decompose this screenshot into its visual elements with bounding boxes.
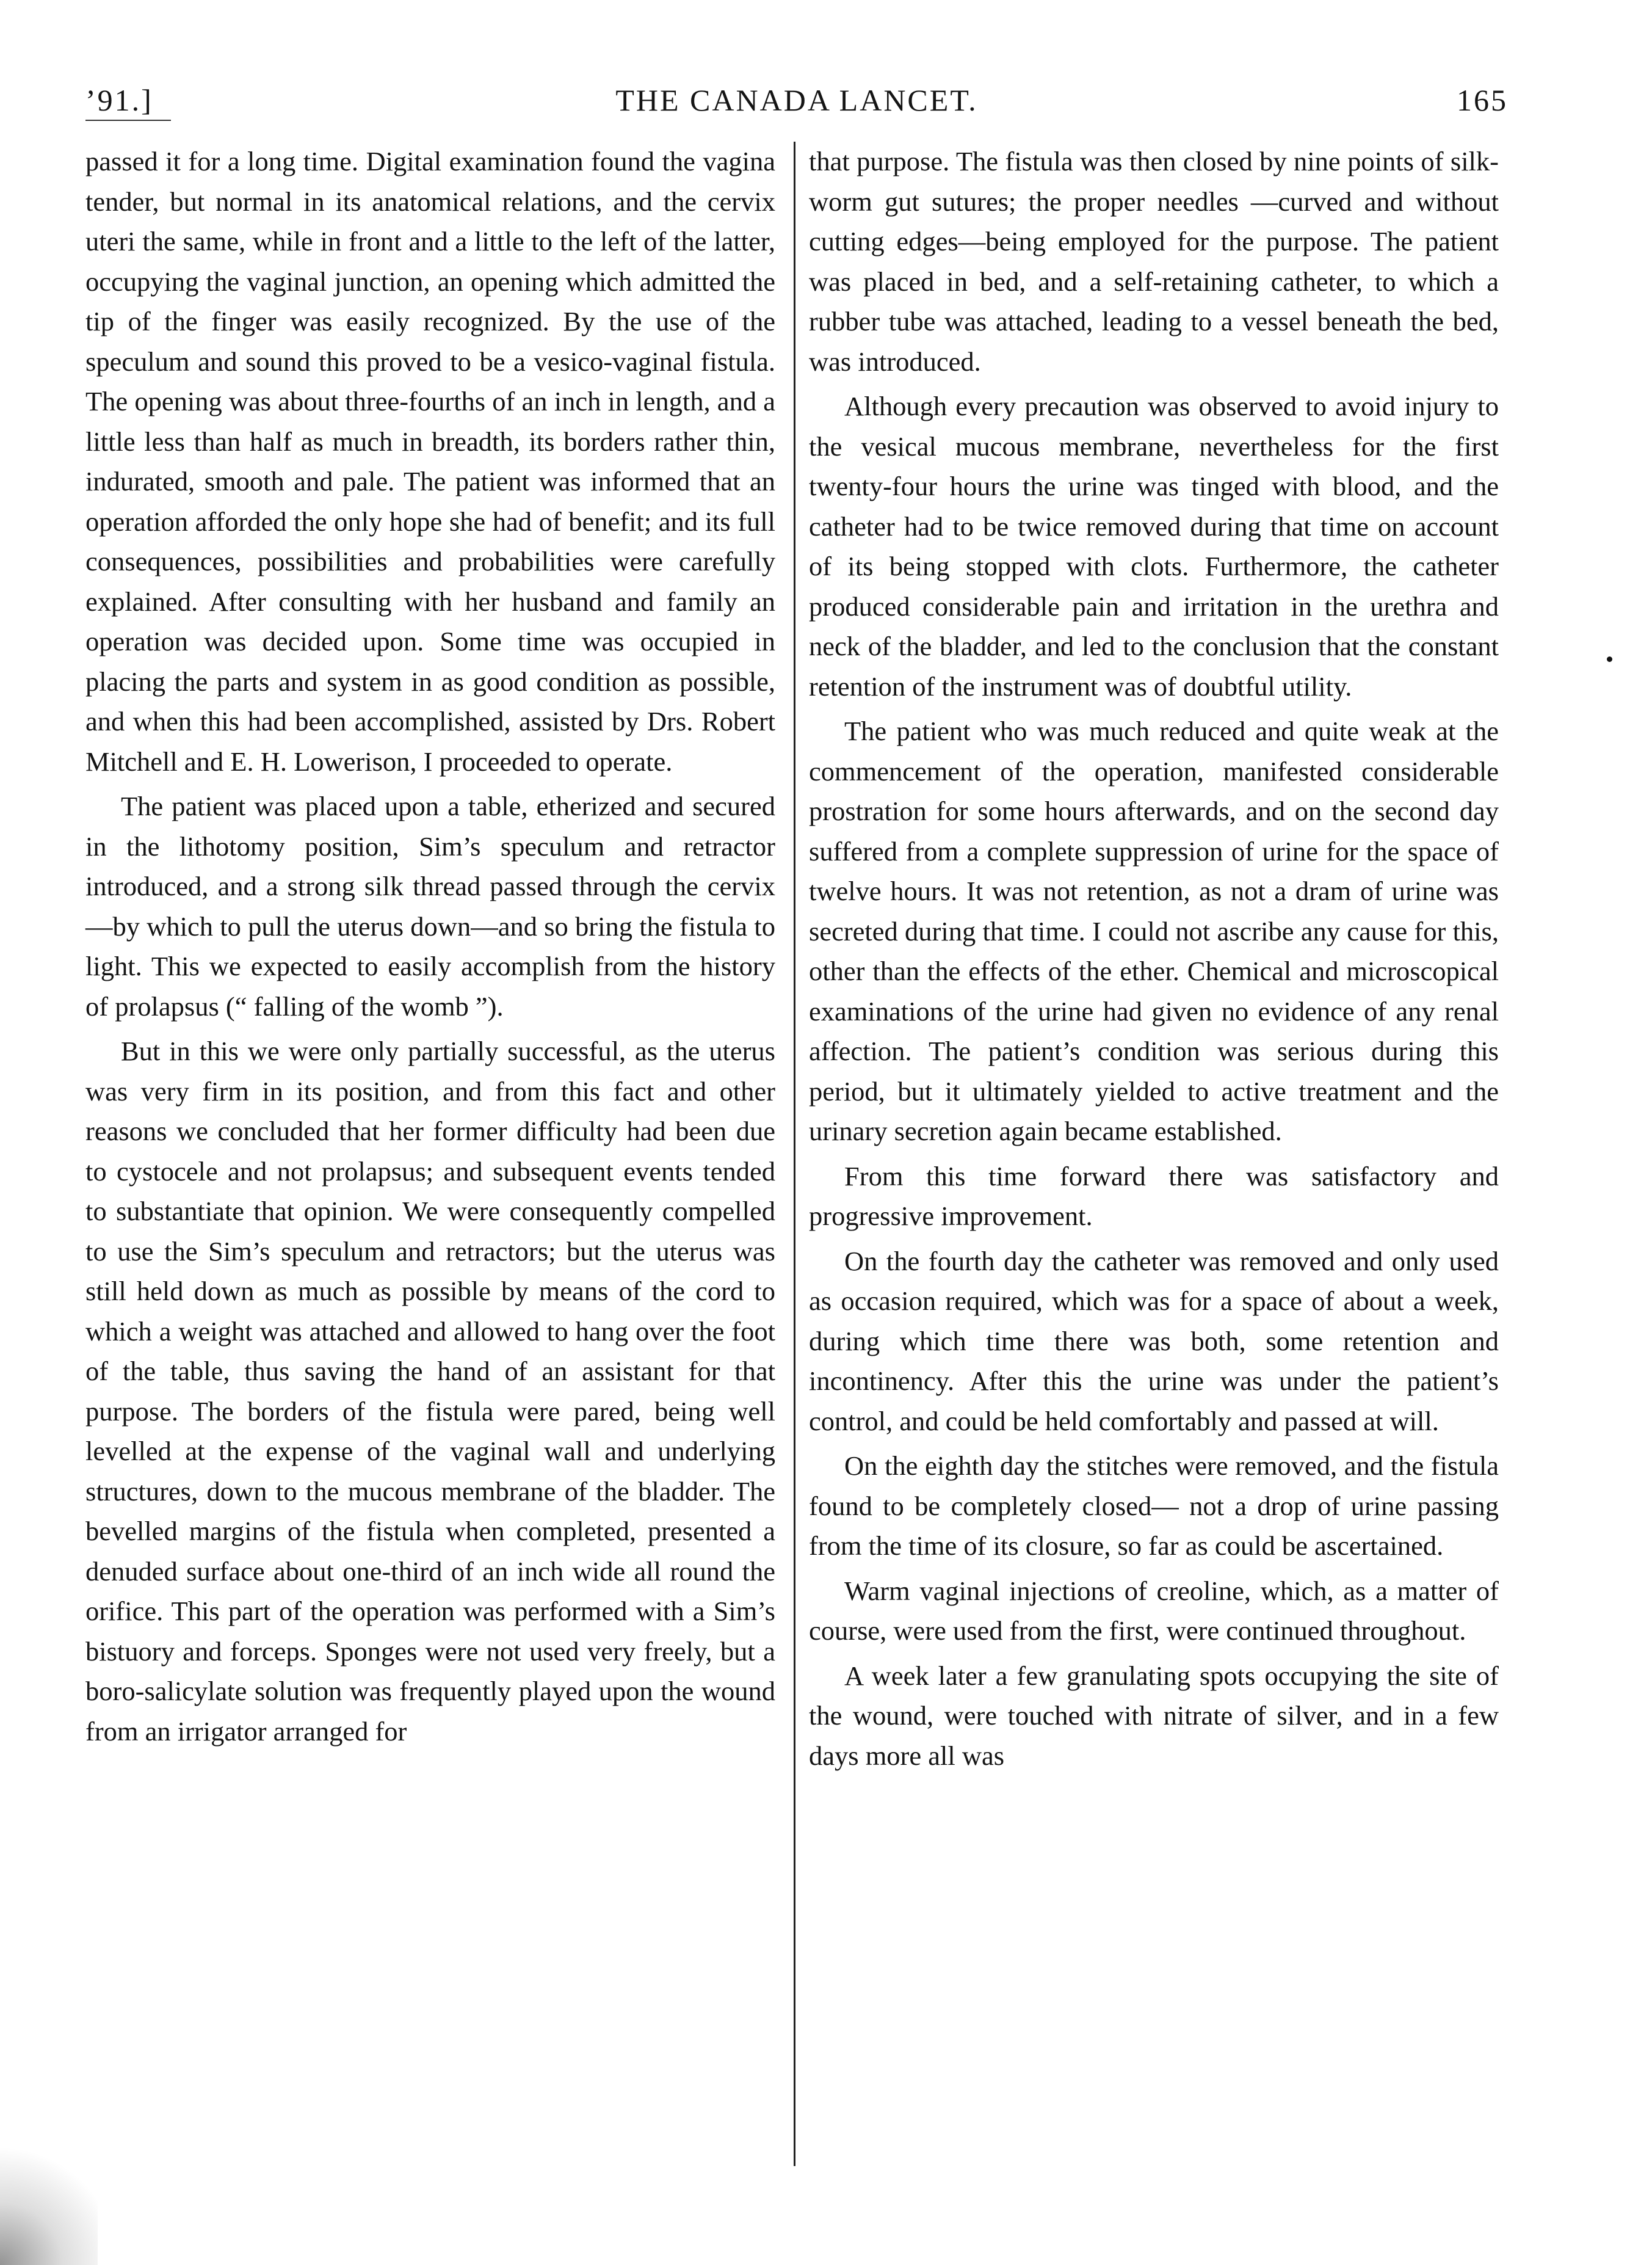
left-column bbox=[85, 142, 775, 1751]
paragraph: On the eighth day the stitches were removed, and the fistula found to be completely closed— not a drop of urine passing from the time of its closure, so far as could be ascertained. bbox=[809, 1450, 1499, 1561]
paragraph: A week later a few granulating spots occupying the site of the wound, were touched with nitrate of silver, and in a few days more all was bbox=[809, 1660, 1499, 1771]
journal-title: THE CANADA LANCET. bbox=[615, 83, 978, 117]
scan-corner-shadow bbox=[0, 2143, 98, 2265]
page-number: 165 bbox=[1457, 83, 1508, 117]
paragraph: From this time forward there was satisfactory and progressive improvement. bbox=[809, 1160, 1499, 1231]
paragraph: Warm vaginal injections of creoline, which, as a matter of course, were used from the first, were continued throughout. bbox=[809, 1575, 1499, 1646]
running-header bbox=[85, 82, 1508, 137]
paragraph: The patient who was much reduced and quite weak at the commencement of the operation, manifested considerable prostration for some hours afterwards, and on the second day suffered from a complete suppression of urine for the space of twelve hours. It was not retention, as not a dram of urine was secreted during that time. I could not ascribe any cause for this, other than the effects of the ether. Chemical and microscopical examinations of the urine had given no evidence of any renal affection. The patient’s condition was serious during this period, but it ultimately yielded to active treatment and the urinary secretion again became established. bbox=[809, 716, 1499, 1146]
paragraph: The patient was placed upon a table, etherized and secured in the lithotomy position, Sim’s speculum and retractor introduced, and a strong silk thread passed through the cervix—by which to pull the uterus down—and so bring the fistula to light. This we expected to easily accomplish from the history of prolapsus (“ falling of the womb ”). bbox=[85, 791, 775, 1022]
paragraph: Although every precaution was observed to avoid injury to the vesical mucous membrane, nevertheless for the first twenty-four hours the urine was tinged with blood, and the catheter had to be twice removed during that time on account of its being stopped with clots. Furthermore, the catheter produced considerable pain and irritation in the urethra and neck of the bladder, and led to the conclusion that the constant retention of the instrument was of doubtful utility. bbox=[809, 391, 1499, 702]
paragraph: But in this we were only partially successful, as the uterus was very firm in its position, and from this fact and other reasons we concluded that her former difficulty had been due to cystocele and not prolapsus; and subsequent events tended to substantiate that opinion. We were consequently compelled to use the Sim’s speculum and retractors; but the uterus was still held down as much as possible by means of the cord to which a weight was attached and allowed to hang over the foot of the table, thus saving the hand of an assistant for that purpose. The borders of the fistula were pared, being well levelled at the expense of the vaginal wall and underlying structures, down to the mucous membrane of the bladder. The bevelled margins of the fistula when completed, presented a denuded surface about one-third of an inch wide all round the orifice. This part of the operation was performed with a Sim’s bistuory and forceps. Sponges were not used very freely, but a boro-salicylate solution was frequently played upon the wound from an irrigator arranged for bbox=[85, 1036, 775, 1747]
column-divider bbox=[794, 142, 795, 2166]
ink-speck bbox=[1607, 656, 1612, 662]
right-column bbox=[809, 142, 1499, 1776]
header-underline bbox=[85, 120, 171, 121]
header-year: ’91.] bbox=[85, 83, 153, 117]
paragraph: passed it for a long time. Digital examination found the vagina tender, but normal in its anatomical relations, and the cervix uteri the same, while in front and a little to the left of the latter, occupying the vaginal junction, an opening which admitted the tip of the finger was easily recognized. By the use of the speculum and sound this proved to be a vesico-vaginal fistula. The opening was about three-fourths of an inch in length, and a little less than half as much in breadth, its borders rather thin, indurated, smooth and pale. The patient was informed that an operation afforded the only hope she had of benefit; and its full consequences, possibilities and probabilities were carefully explained. After consulting with her husband and family an operation was decided upon. Some time was occupied in placing the parts and system in as good condition as possible, and when this had been accomplished, assisted by Drs. Robert Mitchell and E. H. Lowerison, I proceeded to operate. bbox=[85, 146, 775, 777]
paragraph: On the fourth day the catheter was removed and only used as occasion required, which was for a space of about a week, during which time there was both, some retention and incontinency. After this the urine was under the patient’s control, and could be held comfortably and passed at will. bbox=[809, 1245, 1499, 1436]
paragraph: that purpose. The fistula was then closed by nine points of silk-worm gut sutures; the proper needles —curved and without cutting edges—being employed for the purpose. The patient was placed in bed, and a self-retaining catheter, to which a rubber tube was attached, leading to a vessel beneath the bed, was introduced. bbox=[809, 146, 1499, 377]
